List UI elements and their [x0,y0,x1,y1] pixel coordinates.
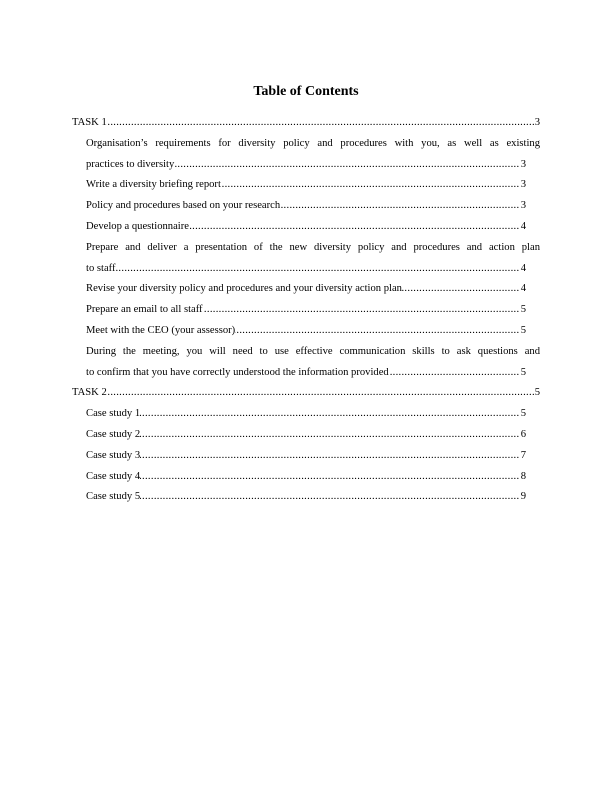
toc-page-number: 3 [520,196,526,217]
toc-page-number: 3 [520,155,526,176]
toc-entry-questionnaire[interactable] [86,217,526,238]
toc-entry-briefing-report[interactable] [86,175,526,196]
toc-entry-label: Case study 3 [86,449,141,461]
toc-page-number: 4 [520,259,526,280]
dot-leader [86,467,526,488]
toc-entry-revise-policy[interactable] [86,279,526,300]
toc-entry-presentation[interactable] [86,238,540,280]
toc-entry-label: Case study 2 [86,428,141,440]
dot-leader [86,446,526,467]
toc-page-number: 4 [520,279,526,300]
toc-page-number: 9 [520,487,526,508]
toc-entry-label: Prepare an email to all staff [86,304,203,316]
toc-entry-policy-procedures[interactable] [86,196,526,217]
toc-entry-label-line-1: Organisation’s requirements for diversity policy and procedures with you, as well as existing [86,137,540,149]
toc-entry-label: Develop a questionnaire [86,220,189,232]
toc-entry-label-line-1: During the meeting, you will need to use effective communication skills to ask questions and [86,345,540,357]
dot-leader [86,404,526,425]
toc-page-number: 5 [520,404,526,425]
dot-leader [72,113,540,134]
table-of-contents [0,113,612,508]
toc-entry-label-line-2: practices to diversity [86,158,175,170]
toc-entry-case-study-5[interactable] [86,487,526,508]
toc-entry-case-study-1[interactable] [86,404,526,425]
toc-entry-case-study-4[interactable] [86,467,526,488]
toc-entry-organisation-requirements[interactable] [86,134,540,176]
toc-entry-label: Case study 4 [86,470,141,482]
toc-entry-during-meeting[interactable] [86,342,540,384]
toc-page-number: 5 [534,383,540,404]
toc-entry-case-study-3[interactable] [86,446,526,467]
dot-leader [86,259,526,280]
toc-entry-meet-ceo[interactable] [86,321,526,342]
toc-entry-case-study-2[interactable] [86,425,526,446]
toc-entry-label-line-2: to staff [86,262,116,274]
toc-entry-task-1[interactable] [72,113,540,134]
dot-leader [72,383,540,404]
dot-leader [86,487,526,508]
toc-page-number: 8 [520,467,526,488]
toc-entry-label-line-2: to confirm that you have correctly understood the information provided [86,366,389,378]
toc-entry-label-line-1: Prepare and deliver a presentation of the new diversity policy and procedures and action plan [86,241,540,253]
toc-page-number: 3 [520,175,526,196]
toc-page-number: 4 [520,217,526,238]
toc-entry-label: TASK 1 [72,117,107,128]
toc-page-number: 3 [534,113,540,134]
toc-page-number: 5 [520,321,526,342]
toc-entry-label: Policy and procedures based on your research [86,200,281,212]
toc-entry-label: TASK 2 [72,387,107,399]
toc-page-number: 5 [520,363,526,384]
toc-page-number: 6 [520,425,526,446]
toc-entry-label: Case study 1 [86,408,141,420]
toc-page-number: 5 [520,300,526,321]
toc-entry-label: Revise your diversity policy and procedures and your diversity action plan [86,283,402,295]
page-title: Table of Contents [253,84,359,99]
dot-leader [86,425,526,446]
toc-entry-email-staff[interactable] [86,300,526,321]
toc-entry-label: Write a diversity briefing report [86,179,221,191]
toc-entry-label: Case study 5 [86,491,141,503]
toc-page-number: 7 [520,446,526,467]
toc-entry-label: Meet with the CEO (your assessor) [86,324,236,336]
toc-entry-task-2[interactable] [72,383,540,404]
